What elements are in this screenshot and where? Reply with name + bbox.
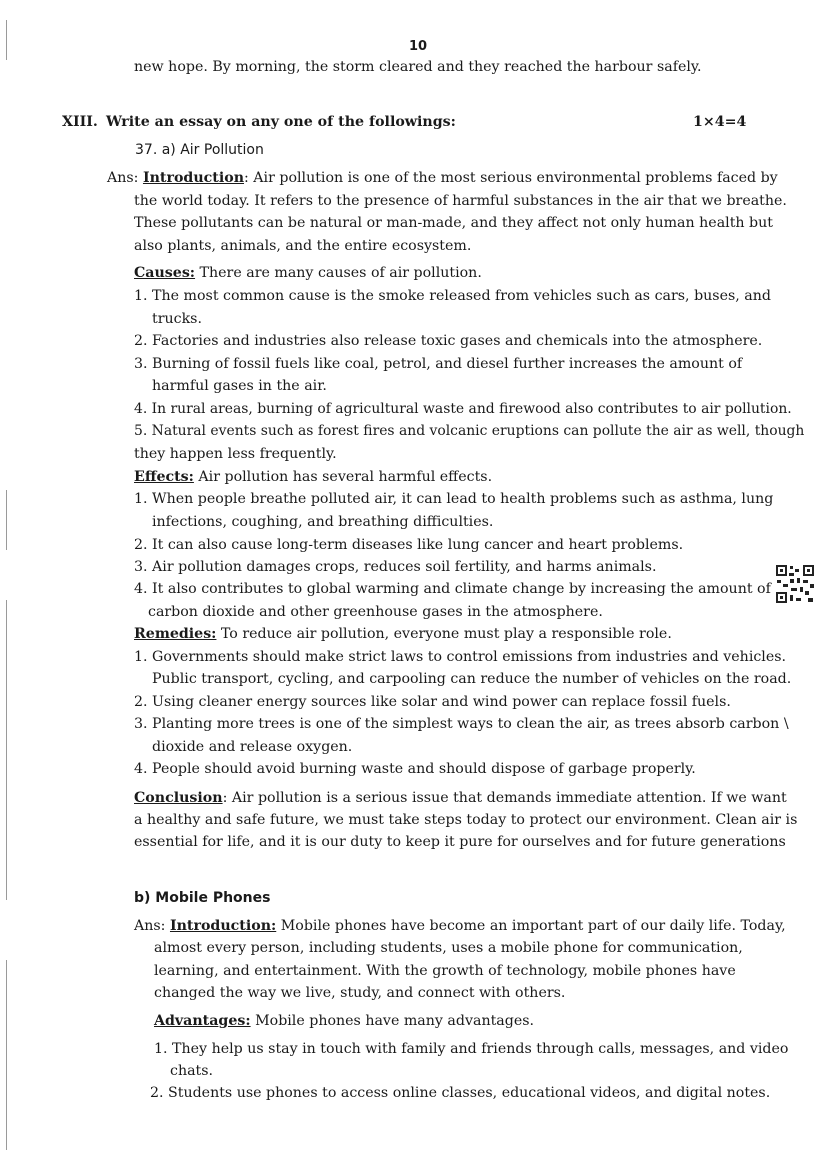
effects-label: Effects: (134, 469, 194, 485)
list-item: 2. It can also cause long-term diseases like lung cancer and heart problems. (134, 537, 684, 553)
advantages-heading: Advantages: Mobile phones have many advantages. (154, 1013, 535, 1029)
ans-prefix: Ans: (134, 918, 170, 934)
scan-edge-marks (0, 0, 12, 1169)
intro-line: also plants, animals, and the entire ecosystem. (134, 238, 472, 254)
list-item: 2. Factories and industries also release toxic gases and chemicals into the atmosphere. (134, 333, 763, 349)
ans-prefix: Ans: (107, 170, 143, 186)
list-item: 2. Using cleaner energy sources like solar and wind power can replace fossil fuels. (134, 694, 731, 710)
advantages-label: Advantages: (154, 1013, 251, 1029)
list-item: 3. Planting more trees is one of the simplest ways to clean the air, as trees absorb carbon \ (134, 716, 789, 732)
list-item: 2. Students use phones to access online classes, educational videos, and digital notes. (150, 1085, 771, 1101)
intro-line: These pollutants can be natural or man-made, and they affect not only human health but (134, 215, 773, 231)
list-item: 1. The most common cause is the smoke released from vehicles such as cars, buses, and (134, 288, 771, 304)
list-item: 4. In rural areas, burning of agricultural waste and firewood also contributes to air pollution. (134, 401, 792, 417)
qr-code-icon (775, 564, 815, 604)
list-item: Public transport, cycling, and carpooling can reduce the number of vehicles on the road. (152, 671, 792, 687)
intro-line: learning, and entertainment. With the growth of technology, mobile phones have (154, 963, 736, 979)
conclusion-line-1: Conclusion: Air pollution is a serious issue that demands immediate attention. If we want (134, 790, 787, 806)
continued-text: new hope. By morning, the storm cleared and they reached the harbour safely. (134, 59, 702, 75)
list-item: carbon dioxide and other greenhouse gases in the atmosphere. (148, 604, 603, 620)
intro-line: almost every person, including students, uses a mobile phone for communication, (154, 940, 743, 956)
section-number: XIII. (62, 114, 98, 130)
remedies-heading: Remedies: To reduce air pollution, everyone must play a responsible role. (134, 626, 672, 642)
causes-heading: Causes: There are many causes of air pollution. (134, 265, 482, 281)
effects-heading: Effects: Air pollution has several harmful effects. (134, 469, 493, 485)
intro-line: changed the way we live, study, and connect with others. (154, 985, 566, 1001)
intro-line-1: Ans: Introduction: Mobile phones have become an important part of our daily life. Today, (134, 918, 786, 934)
list-item: 3. Air pollution damages crops, reduces soil fertility, and harms animals. (134, 559, 657, 575)
remedies-label: Remedies: (134, 626, 217, 642)
page-number: 10 (409, 39, 428, 54)
list-item: 1. They help us stay in touch with family and friends through calls, messages, and video (154, 1041, 789, 1057)
list-item: trucks. (152, 311, 202, 327)
intro-line-1: Ans: Introduction: Air pollution is one of the most serious environmental problems faced by (107, 170, 778, 186)
list-item: dioxide and release oxygen. (152, 739, 353, 755)
section-marks: 1×4=4 (693, 114, 747, 130)
list-item: 1. When people breathe polluted air, it can lead to health problems such as asthma, lung (134, 491, 774, 507)
list-item: 1. Governments should make strict laws to control emissions from industries and vehicles. (134, 649, 787, 665)
section-title: Write an essay on any one of the followings: (106, 114, 456, 130)
question-heading-b: b) Mobile Phones (134, 890, 271, 906)
causes-label: Causes: (134, 265, 196, 281)
list-item: 5. Natural events such as forest fires and volcanic eruptions can pollute the air as well, though (134, 423, 805, 439)
intro-line: the world today. It refers to the presence of harmful substances in the air that we breathe. (134, 193, 787, 209)
conclusion-label: Conclusion (134, 790, 223, 806)
question-heading-a: 37. a) Air Pollution (135, 142, 264, 158)
list-item: 3. Burning of fossil fuels like coal, petrol, and diesel further increases the amount of (134, 356, 743, 372)
list-item: 4. People should avoid burning waste and should dispose of garbage properly. (134, 761, 696, 777)
list-item: chats. (170, 1063, 214, 1079)
intro-label: Introduction (142, 170, 245, 186)
conclusion-line: essential for life, and it is our duty to keep it pure for ourselves and for future generations (134, 834, 786, 850)
list-item: they happen less frequently. (134, 446, 337, 462)
intro-label: Introduction: (169, 918, 277, 934)
list-item: infections, coughing, and breathing difficulties. (152, 514, 494, 530)
list-item: harmful gases in the air. (152, 378, 327, 394)
conclusion-line: a healthy and safe future, we must take steps today to protect our environment. Clean air is (134, 812, 798, 828)
list-item: 4. It also contributes to global warming and climate change by increasing the amount of (134, 581, 771, 597)
